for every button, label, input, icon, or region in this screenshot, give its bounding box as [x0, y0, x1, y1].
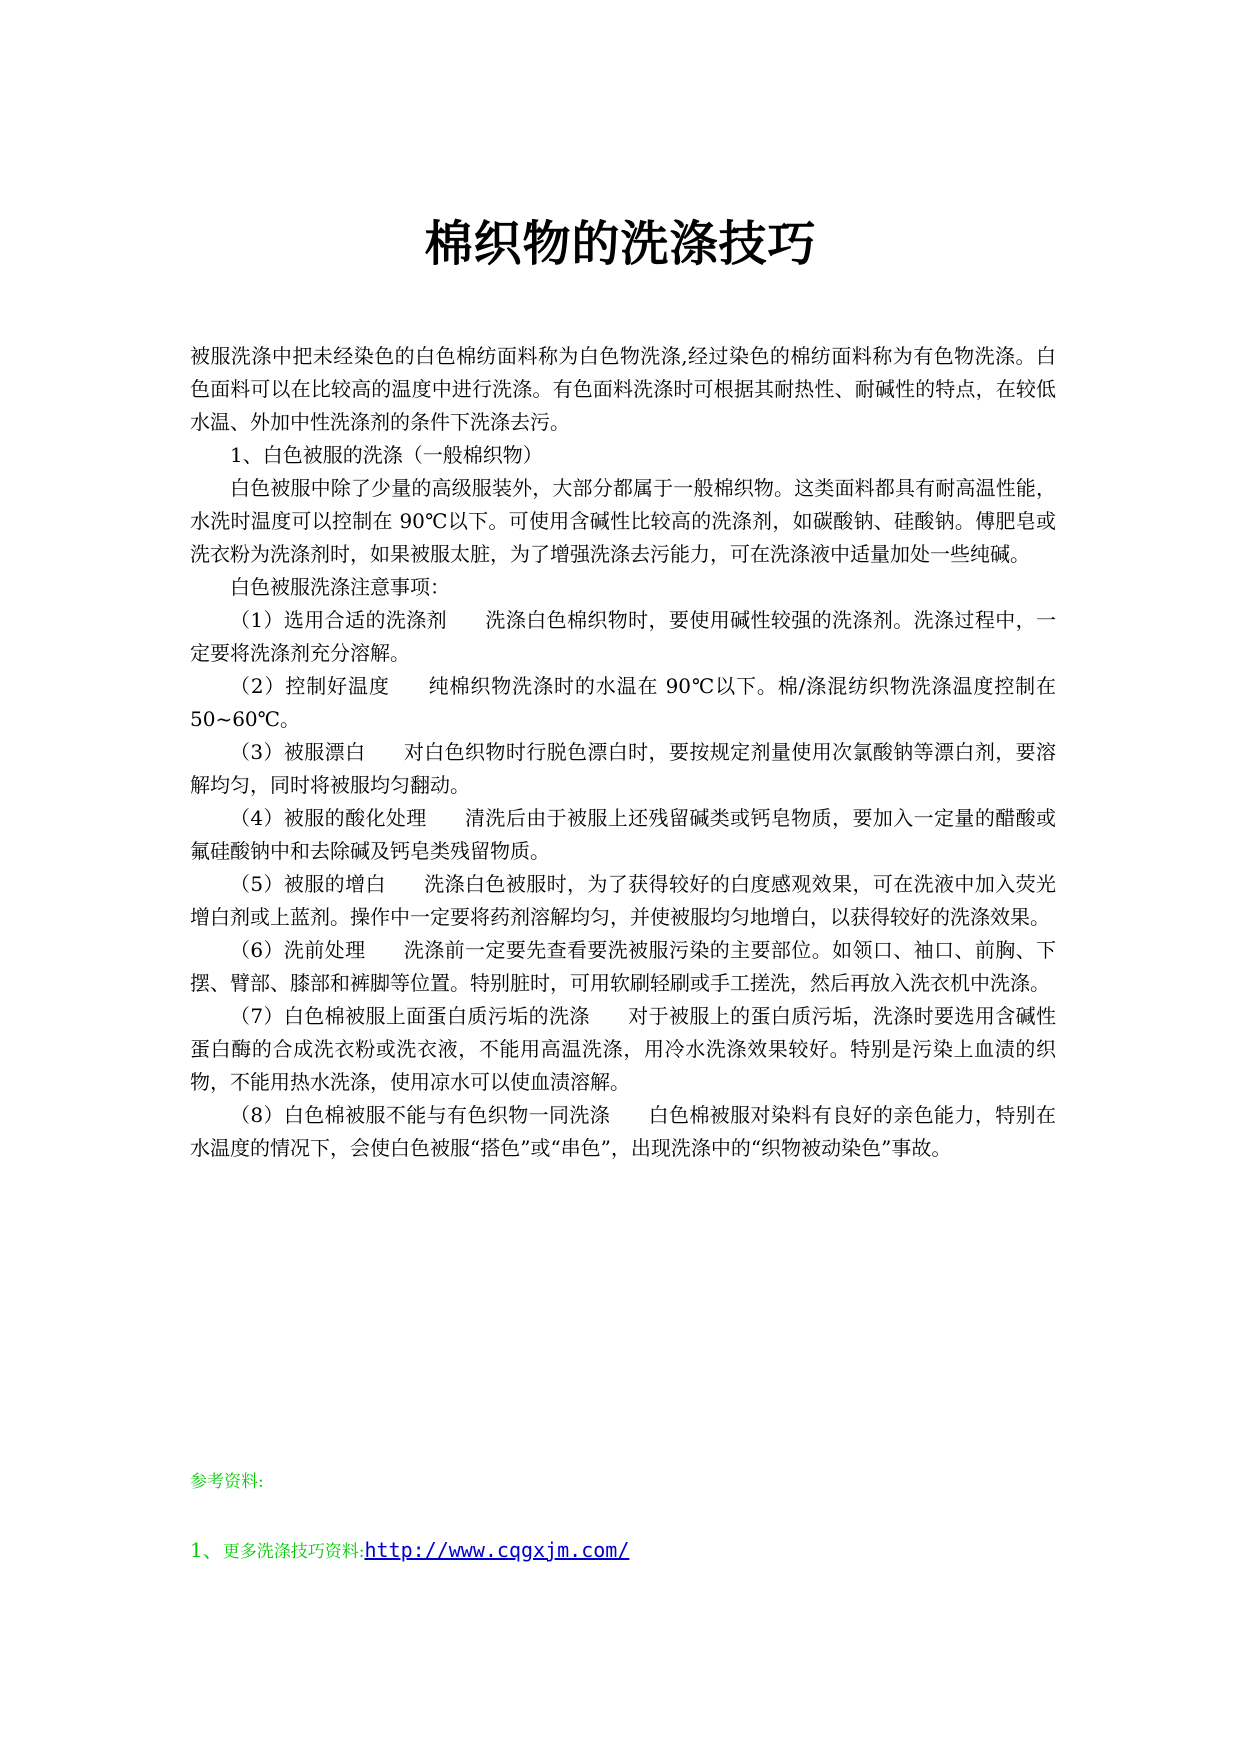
note-item-text: 对白色织物时行脱色漂白时，要按规定剂量使用次氯酸钠等漂白剂，要溶解均匀，同时将被服均匀翻动。: [190, 740, 1056, 797]
reference-link[interactable]: http://www.cqgxjm.com/: [364, 1538, 630, 1562]
note-item-text: 洗涤前一定要先查看要洗被服污染的主要部位。如领口、袖口、前胸、下摆、臂部、膝部和裤脚等位置。特别脏时，可用软刷轻刷或手工搓洗，然后再放入洗衣机中洗涤。: [190, 938, 1056, 995]
references-section: [190, 1468, 1056, 1567]
note-item-text: 清洗后由于被服上还残留碱类或钙皂物质，要加入一定量的醋酸或氟硅酸钠中和去除碱及钙皂类残留物质。: [190, 806, 1056, 863]
intro-paragraph: 被服洗涤中把未经染色的白色棉纺面料称为白色物洗涤,经过染色的棉纺面料称为有色物洗涤。白色面料可以在比较高的温度中进行洗涤。有色面料洗涤时可根据其耐热性、耐碱性的特点，在较低水温、外加中性洗涤剂的条件下洗涤去污。: [190, 344, 1056, 434]
section-paragraph: 白色被服中除了少量的高级服装外，大部分都属于一般棉织物。这类面料都具有耐高温性能，水洗时温度可以控制在 90℃以下。可使用含碱性比较高的洗涤剂，如碳酸钠、硅酸钠。傅肥皂或洗衣粉为洗涤剂时，如果被服太脏，为了增强洗涤去污能力，可在洗涤液中适量加处一些纯碱。: [190, 476, 1056, 566]
note-item-label: （8）白色棉被服不能与有色织物一同洗涤: [230, 1103, 611, 1127]
note-item-text: 洗涤白色被服时，为了获得较好的白度感观效果，可在洗液中加入荧光增白剂或上蓝剂。操作中一定要将药剂溶解均匀，并使被服均匀地增白，以获得较好的洗涤效果。: [190, 872, 1056, 929]
section-heading: 1、白色被服的洗涤（一般棉织物）: [230, 443, 543, 467]
note-item-label: （2）控制好温度: [230, 674, 390, 698]
note-item-label: （1）选用合适的洗涤剂: [230, 608, 448, 632]
references-heading: 参考资料:: [190, 1472, 264, 1492]
note-item-text: 纯棉织物洗涤时的水温在 90℃以下。棉/涤混纺织物洗涤温度控制在 50~60℃。: [190, 674, 1056, 731]
note-item-label: （3）被服漂白: [230, 740, 366, 764]
note-item-label: （7）白色棉被服上面蛋白质污垢的洗涤: [230, 1004, 590, 1028]
note-item-2: [190, 670, 1056, 736]
reference-number: 1、: [190, 1538, 223, 1562]
note-item-3: [190, 736, 1056, 802]
note-item-label: （4）被服的酸化处理: [230, 806, 427, 830]
note-item-1: [190, 604, 1056, 670]
note-item-label: （6）洗前处理: [230, 938, 366, 962]
document-body: [190, 340, 1056, 1165]
note-item-label: （5）被服的增白: [230, 872, 386, 896]
note-item-6: [190, 934, 1056, 1000]
document-title: 棉织物的洗涤技巧: [424, 216, 817, 272]
note-item-8: [190, 1099, 1056, 1165]
note-item-7: [190, 1000, 1056, 1099]
notes-heading: 白色被服洗涤注意事项：: [230, 575, 450, 599]
note-item-4: [190, 802, 1056, 868]
note-item-5: [190, 868, 1056, 934]
note-item-text: 对于被服上的蛋白质污垢，洗涤时要选用含碱性蛋白酶的合成洗衣粉或洗衣液，不能用高温洗涤，用冷水洗涤效果较好。特别是污染上血渍的织物，不能用热水洗涤，使用凉水可以使血渍溶解。: [190, 1004, 1057, 1094]
note-item-text: 白色棉被服对染料有良好的亲色能力，特别在水温度的情况下，会使白色被服“搭色”或“串色”，出现洗涤中的“织物被动染色”事故。: [190, 1103, 1057, 1160]
reference-text: 更多洗涤技巧资料:: [222, 1542, 365, 1562]
note-item-text: 洗涤白色棉织物时，要使用碱性较强的洗涤剂。洗涤过程中，一定要将洗涤剂充分溶解。: [190, 608, 1056, 665]
reference-item: [190, 1535, 1056, 1567]
